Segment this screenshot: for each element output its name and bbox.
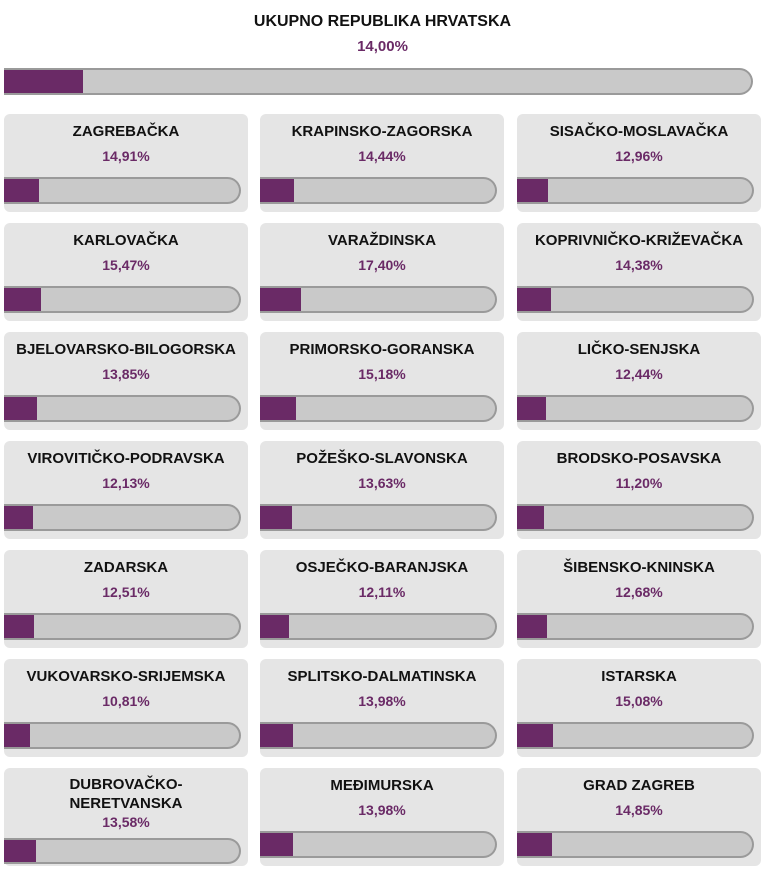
county-name: KOPRIVNIČKO-KRIŽEVAČKA (534, 232, 744, 249)
county-card (517, 550, 761, 648)
county-name: OSJEČKO-BARANJSKA (295, 559, 469, 576)
county-name: ZAGREBAČKA (72, 123, 180, 140)
county-card (4, 441, 248, 539)
county-turnout-progress-bar (260, 722, 497, 749)
county-card (4, 768, 248, 866)
county-name: PRIMORSKO-GORANSKA (289, 341, 475, 358)
county-turnout-value: 12,96% (615, 148, 663, 164)
county-card (4, 659, 248, 757)
county-turnout-progress-bar (260, 831, 497, 858)
county-turnout-progress-fill (517, 395, 546, 422)
county-turnout-progress-fill (4, 177, 39, 204)
county-turnout-progress-bar (4, 286, 241, 313)
county-turnout-progress-fill (517, 831, 552, 858)
county-turnout-progress-bar (4, 504, 241, 531)
county-name: POŽEŠKO-SLAVONSKA (296, 450, 468, 467)
county-turnout-progress-bar (260, 613, 497, 640)
county-name: VIROVITIČKO-PODRAVSKA (27, 450, 225, 467)
county-card (260, 441, 504, 539)
county-turnout-progress-bar (517, 504, 754, 531)
national-turnout-progress-fill (4, 68, 83, 95)
county-turnout-progress-fill (260, 395, 296, 422)
county-turnout-value: 14,85% (615, 802, 663, 818)
county-turnout-value: 15,47% (102, 257, 150, 273)
county-turnout-progress-fill (260, 831, 293, 858)
county-card (517, 223, 761, 321)
county-turnout-value: 13,98% (358, 693, 406, 709)
county-turnout-progress-bar (517, 831, 754, 858)
county-turnout-progress-bar (517, 395, 754, 422)
county-turnout-progress-fill (4, 722, 30, 749)
national-turnout-panel (0, 0, 765, 105)
county-card (4, 223, 248, 321)
county-card (260, 768, 504, 866)
county-turnout-progress-fill (4, 613, 34, 640)
county-card (260, 332, 504, 430)
county-turnout-value: 11,20% (615, 475, 663, 491)
county-turnout-progress-bar (517, 286, 754, 313)
county-card (260, 114, 504, 212)
county-turnout-value: 13,85% (102, 366, 150, 382)
county-turnout-progress-fill (517, 504, 544, 531)
county-card (4, 550, 248, 648)
county-turnout-progress-fill (4, 286, 41, 313)
county-name: KRAPINSKO-ZAGORSKA (291, 123, 473, 140)
county-card (517, 332, 761, 430)
county-card (260, 659, 504, 757)
county-name: ZADARSKA (83, 559, 169, 576)
county-card (517, 659, 761, 757)
county-turnout-value: 14,44% (358, 148, 406, 164)
county-name: LIČKO-SENJSKA (577, 341, 701, 358)
county-name: BJELOVARSKO-BILOGORSKA (16, 341, 236, 358)
county-card (517, 114, 761, 212)
county-turnout-progress-fill (260, 722, 293, 749)
county-turnout-value: 14,38% (615, 257, 663, 273)
county-turnout-progress-fill (4, 838, 36, 864)
county-turnout-progress-bar (4, 722, 241, 749)
county-turnout-progress-bar (4, 395, 241, 422)
county-turnout-progress-fill (260, 504, 292, 531)
county-turnout-progress-bar (4, 177, 241, 204)
county-turnout-value: 13,63% (358, 475, 406, 491)
county-card (260, 223, 504, 321)
county-card (4, 114, 248, 212)
county-turnout-progress-bar (517, 613, 754, 640)
county-name: ISTARSKA (601, 668, 677, 685)
county-name: VUKOVARSKO-SRIJEMSKA (26, 668, 226, 685)
county-turnout-progress-bar (260, 504, 497, 531)
county-turnout-progress-fill (260, 177, 294, 204)
county-name: MEĐIMURSKA (330, 777, 434, 794)
county-turnout-progress-bar (260, 177, 497, 204)
county-turnout-progress-fill (260, 286, 301, 313)
county-card (260, 550, 504, 648)
national-turnout-progress-bar (4, 68, 753, 95)
county-turnout-progress-fill (517, 286, 551, 313)
county-turnout-value: 12,11% (358, 584, 406, 600)
county-turnout-progress-bar (4, 838, 241, 864)
county-turnout-value: 10,81% (102, 693, 150, 709)
county-turnout-progress-fill (260, 613, 289, 640)
county-name: ŠIBENSKO-KNINSKA (563, 559, 715, 576)
county-turnout-progress-fill (4, 395, 37, 422)
county-turnout-value: 15,18% (358, 366, 406, 382)
national-turnout-value: 14,00% (357, 38, 408, 55)
county-turnout-value: 12,51% (102, 584, 150, 600)
county-name: GRAD ZAGREB (583, 777, 695, 794)
county-turnout-progress-fill (4, 504, 33, 531)
county-turnout-progress-fill (517, 722, 553, 749)
county-turnout-progress-fill (517, 613, 547, 640)
county-card (517, 768, 761, 866)
county-turnout-value: 13,98% (358, 802, 406, 818)
county-turnout-progress-bar (260, 286, 497, 313)
county-name: VARAŽDINSKA (327, 232, 437, 249)
county-card (517, 441, 761, 539)
county-name: SPLITSKO-DALMATINSKA (287, 668, 477, 685)
county-name: SISAČKO-MOSLAVAČKA (549, 123, 729, 140)
county-turnout-progress-bar (517, 722, 754, 749)
county-turnout-value: 17,40% (358, 257, 406, 273)
county-name: BRODSKO-POSAVSKA (556, 450, 722, 467)
county-turnout-progress-bar (517, 177, 754, 204)
county-turnout-value: 15,08% (615, 693, 663, 709)
national-turnout-label: UKUPNO REPUBLIKA HRVATSKA (253, 13, 512, 30)
county-turnout-value: 13,58% (102, 814, 150, 830)
county-turnout-progress-bar (260, 395, 497, 422)
county-card (4, 332, 248, 430)
county-turnout-progress-fill (517, 177, 548, 204)
county-turnout-progress-bar (4, 613, 241, 640)
county-name: DUBROVAČKO-NERETVANSKA (69, 776, 183, 812)
county-turnout-value: 14,91% (102, 148, 150, 164)
county-turnout-value: 12,13% (102, 475, 150, 491)
county-turnout-value: 12,44% (615, 366, 663, 382)
county-turnout-value: 12,68% (615, 584, 663, 600)
county-name: KARLOVAČKA (73, 232, 179, 249)
